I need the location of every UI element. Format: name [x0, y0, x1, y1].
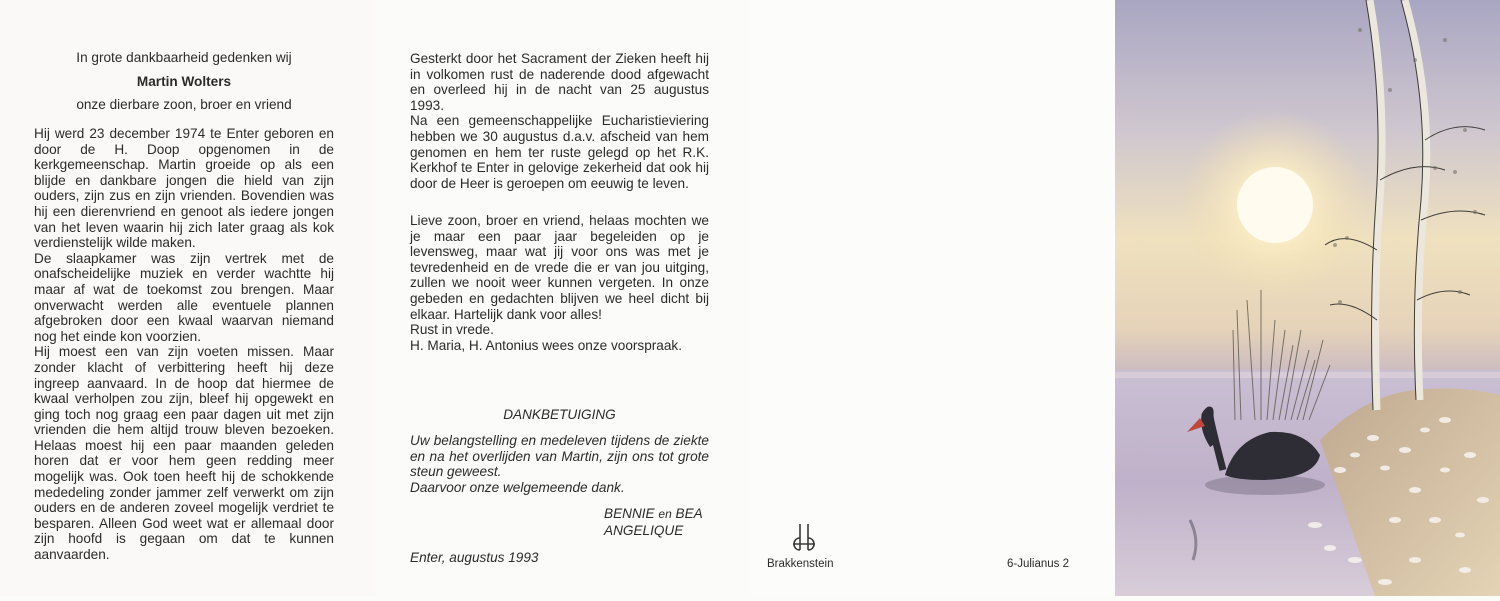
passing-paragraph: Gesterkt door het Sacrament der Zieken heeft hij in volkomen rust de naderende dood afgewacht en overleed hij in de nacht van 25 augustus 1993.	[410, 51, 709, 113]
place-date: Enter, augustus 1993	[410, 550, 539, 565]
card-panel-back	[750, 0, 1115, 596]
relation-line: onze dierbare zoon, broer en vriend	[76, 97, 292, 113]
thanks-title: DANKBETUIGING	[503, 407, 616, 422]
funeral-paragraph: Na een gemeenschappelijke Eucharistieviering hebben we 30 augustus d.a.v. afscheid van hem genomen en hem ter ruste gelegd op het R.K. Kerkhof te Enter in gelovige zekerheid dat ook hij door de Heer is geroepen om eeuwig te leven.	[410, 113, 709, 191]
intro-line: In grote dankbaarheid gedenken wij	[76, 50, 292, 65]
thanks-body: Uw belangstelling en medeleven tijdens de ziekte en na het overlijden van Martin, zijn ons tot grote steun geweest.	[410, 433, 709, 480]
biography-paragraph: Hij werd 23 december 1974 te Enter geboren en door de H. Doop opgenomen in de kerkgemeenschap. Martin groeide op als een blijde en dankbare jongen die hield van zijn ouders, zijn zus en zijn vrienden. Bovendien was hij een dierenvriend en genoot als iedere jongen van het leven waarin hij zich later graag als kok verdienstelijk wilde maken.	[34, 126, 334, 251]
biography-paragraph: Hij moest een van zijn voeten missen. Maar zonder klacht of verbittering heeft hij deze ingreep aanvaard. In de hoop dat hiermee de kwaal verholpen zou zijn, bleef hij opgewekt en ging toch nog graag een paar dagen uit met zijn vrienden die hem altijd trouw bleven bezoeken. Helaas moest hij een paar maanden geleden horen dat er voor hem geen redding meer mogelijk was. Ook toen heeft hij de schokkende mededeling zonder jammer zelf verwerkt om zijn ouders en de anderen zoveel mogelijk verdriet te besparen. Alleen God weet wat er allemaal door zijn hoofd is gegaan om dat te kunnen aanvaarden.	[34, 344, 334, 563]
signature-line-2: ANGELIQUE	[604, 522, 684, 538]
passing-text	[410, 51, 709, 191]
brakkenstein-logo-icon	[789, 522, 819, 554]
signer-conjunction: en	[658, 507, 672, 521]
card-code: 6-Julianus 2	[1007, 558, 1070, 570]
biography-paragraph: De slaapkamer was zijn vertrek met de onafscheidelijke muziek en verder wachtte hij maar af wat de toekomst zou brengen. Maar onverwacht werden alle eventuele plannen afgebroken door een kwaal waarvan niemand nog het einde kon voorzien.	[34, 250, 334, 344]
signer-name: BENNIE	[604, 506, 655, 521]
signature-block	[560, 506, 720, 538]
prayer-line: H. Maria, H. Antonius wees onze voorspraak.	[410, 337, 683, 353]
thanks-closing: Daarvoor onze welgemeende dank.	[410, 479, 625, 495]
deceased-name: Martin Wolters	[136, 73, 232, 89]
thanks-text	[410, 433, 709, 495]
signature-line-1	[604, 506, 720, 523]
rest-in-peace-line: Rust in vrede.	[410, 322, 494, 338]
farewell-text	[410, 213, 709, 353]
painting-illustration	[1115, 0, 1500, 596]
publisher-name: Brakkenstein	[767, 558, 834, 570]
farewell-paragraph: Lieve zoon, broer en vriend, helaas mochten we je maar een paar jaar begeleiden op je levensweg, maar wat jij voor ons was met je tevredenheid en de vrede die er van jou uitging, zullen we nooit weer kunnen vergeten. In onze gebeden en gedachten blijven we heel dicht bij elkaar. Hartelijk dank voor alles!	[410, 213, 709, 322]
signer-name: BEA	[675, 506, 703, 521]
biography-text	[34, 126, 334, 563]
swan-painting	[1115, 0, 1500, 596]
memorial-heading	[34, 50, 334, 113]
